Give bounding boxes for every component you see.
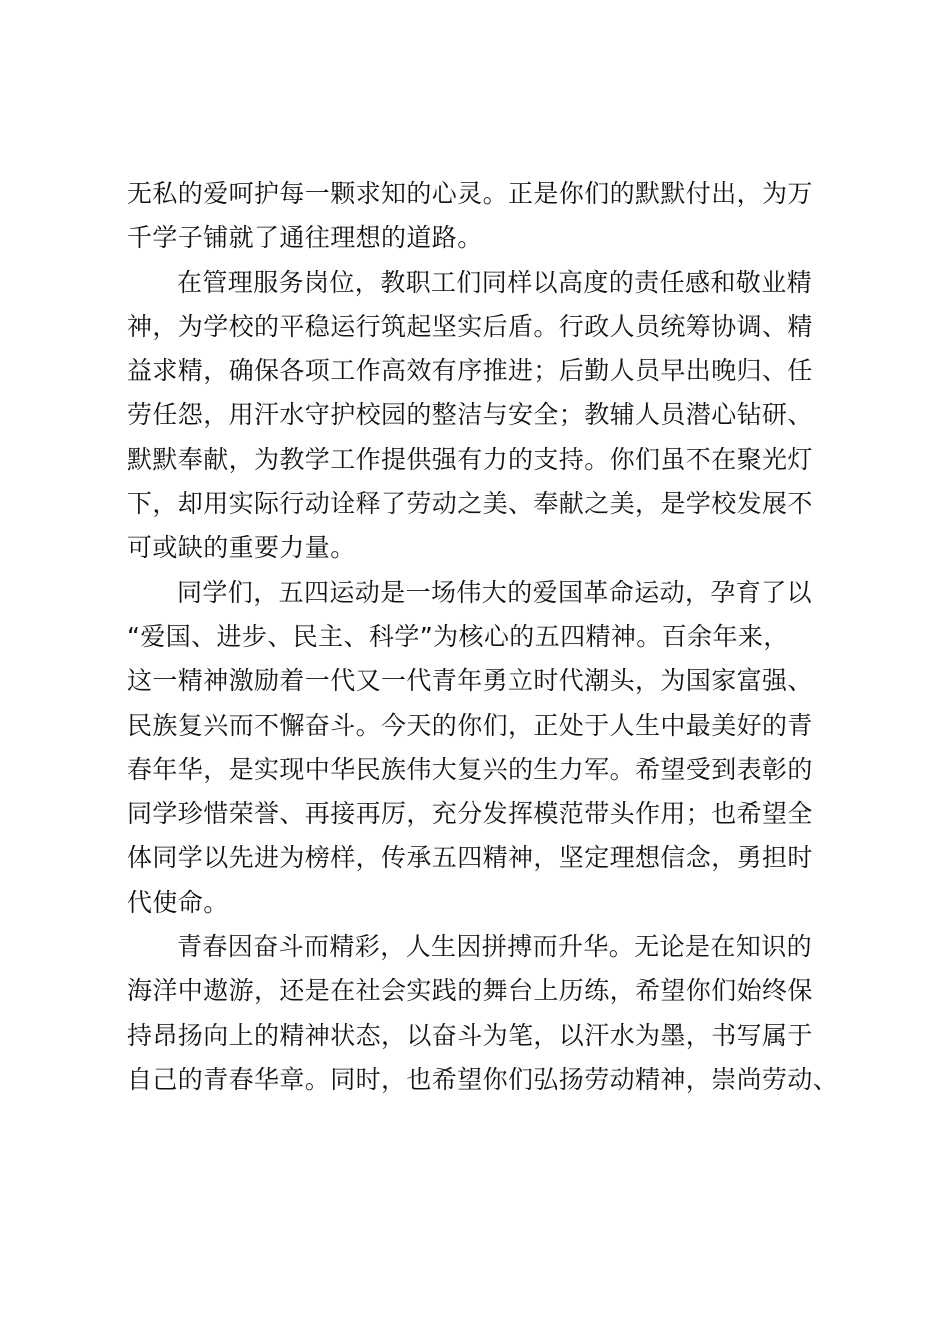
paragraph-2-line-2: 神，为学校的平稳运行筑起坚实后盾。行政人员统筹协调、精 (127, 311, 813, 341)
paragraph-3-line-5: 春年华，是实现中华民族伟大复兴的生力军。希望受到表彰的 (127, 754, 813, 784)
paragraph-1 (127, 172, 843, 261)
paragraph-2-line-5: 默默奉献，为教学工作提供强有力的支持。你们虽不在聚光灯 (127, 444, 813, 474)
paragraph-3-line-6: 同学珍惜荣誉、再接再厉，充分发挥模范带头作用；也希望全 (127, 799, 813, 829)
paragraph-3-line-7: 体同学以先进为榜样，传承五四精神，坚定理想信念，勇担时 (127, 843, 813, 873)
paragraph-3-line-2: “爱国、进步、民主、科学”为核心的五四精神。百余年来， (127, 621, 789, 651)
paragraph-3-line-3: 这一精神激励着一代又一代青年勇立时代潮头，为国家富强、 (127, 666, 813, 696)
paragraph-1-line-2: 千学子铺就了通往理想的道路。 (127, 223, 483, 253)
paragraph-2-line-3: 益求精，确保各项工作高效有序推进；后勤人员早出晚归、任 (127, 356, 813, 386)
paragraph-1-line-1: 无私的爱呵护每一颗求知的心灵。正是你们的默默付出，为万 (127, 179, 813, 208)
paragraph-2 (127, 261, 843, 571)
paragraph-3-line-8: 代使命。 (127, 887, 229, 917)
paragraph-2-line-7: 可或缺的重要力量。 (127, 533, 356, 563)
paragraph-3-line-4: 民族复兴而不懈奋斗。今天的你们，正处于人生中最美好的青 (127, 710, 813, 740)
paragraph-4-line-4: 自己的青春华章。同时，也希望你们弘扬劳动精神，崇尚劳动、 (127, 1064, 839, 1094)
paragraph-2-line-6: 下，却用实际行动诠释了劳动之美、奉献之美，是学校发展不 (127, 489, 813, 519)
paragraph-4 (127, 925, 843, 1102)
paragraph-2-line-4: 劳任怨，用汗水守护校园的整洁与安全；教辅人员潜心钻研、 (127, 400, 813, 430)
document-body (127, 172, 843, 1102)
paragraph-2-line-1: 在管理服务岗位，教职工们同样以高度的责任感和敬业精 (177, 267, 813, 297)
paragraph-4-line-3: 持昂扬向上的精神状态，以奋斗为笔，以汗水为墨，书写属于 (127, 1020, 813, 1050)
paragraph-3 (127, 571, 843, 925)
paragraph-4-line-1: 青春因奋斗而精彩，人生因拼搏而升华。无论是在知识的 (177, 932, 813, 962)
paragraph-3-line-1: 同学们，五四运动是一场伟大的爱国革命运动，孕育了以 (177, 577, 813, 607)
paragraph-4-line-2: 海洋中遨游，还是在社会实践的舞台上历练，希望你们始终保 (127, 976, 813, 1006)
